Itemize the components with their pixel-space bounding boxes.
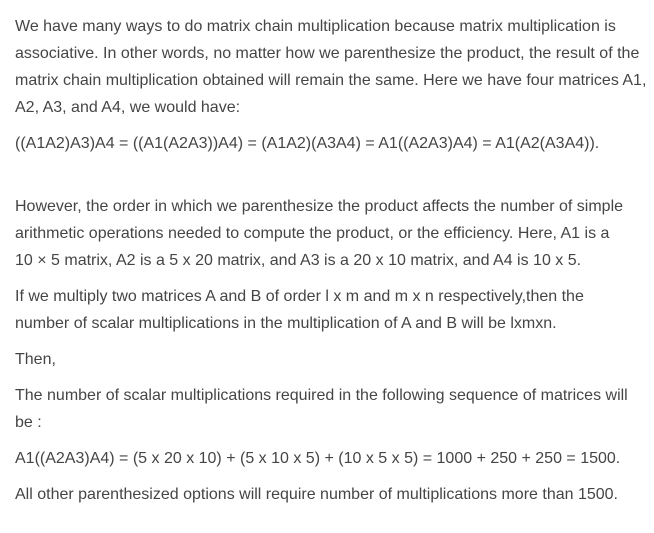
then-label: Then,: [15, 351, 56, 368]
parenthesization-equation: ((A1A2)A3)A4 = ((A1(A2A3))A4) = (A1A2)(A3A4) = A1((A2A3)A4) = A1(A2(A3A4)).: [15, 135, 600, 152]
sequence-intro: The number of scalar multiplications required in the following sequence of matrices will be :: [15, 387, 628, 431]
intro-paragraph: We have many ways to do matrix chain multiplication because matrix multiplication is associative. In other words, no matter how we parenthesize the product, the result of the matrix chain multiplication obtained will remain the same. Here we have four matrices A1, A2, A3, and A4, we would have:: [15, 18, 647, 116]
scalar-multiplication-rule: If we multiply two matrices A and B of order l x m and m x n respectively,then the number of scalar multiplications in the multiplication of A and B will be lxmxn.: [15, 288, 584, 332]
calculation-equation: A1((A2A3)A4) = (5 x 20 x 10) + (5 x 10 x 5) + (10 x 5 x 5) = 1000 + 250 + 250 = 1500.: [15, 450, 621, 467]
conclusion-paragraph: All other parenthesized options will require number of multiplications more than 1500.: [15, 486, 618, 503]
efficiency-paragraph: However, the order in which we parenthesize the product affects the number of simple arithmetic operations needed to compute the product, or the efficiency. Here, A1 is a 10 × 5 matrix, A2 is a 5 x 20 matrix, and A3 is a 20 x 10 matrix, and A4 is 10 x 5.: [15, 198, 624, 269]
